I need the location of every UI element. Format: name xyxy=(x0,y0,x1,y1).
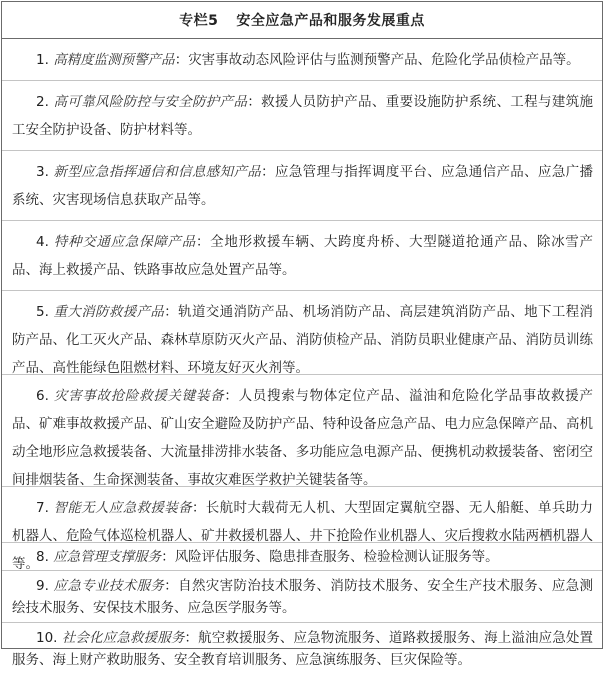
list-item xyxy=(2,221,602,291)
item-number: 1. xyxy=(36,52,49,68)
list-item xyxy=(2,81,602,151)
item-text: 灾害事故动态风险评估与监测预警产品、危险化学品侦检产品等。 xyxy=(188,52,580,68)
item-separator: ： xyxy=(247,94,262,110)
item-lead: 重大消防救援产品 xyxy=(53,304,165,320)
item-text: 全地形救援车辆、大跨度舟桥、大型隧道抢通产品、除冰雪产品、海上救援产品、铁路事故应急处置产品等。 xyxy=(12,234,594,278)
item-number: 5. xyxy=(36,304,49,320)
item-lead: 社会化应急救援服务 xyxy=(61,630,185,646)
list-item xyxy=(2,39,602,81)
item-text: 救援人员防护产品、重要设施防护系统、工程与建筑施工安全防护设备、防护材料等。 xyxy=(12,94,594,138)
list-item xyxy=(2,291,602,375)
item-lead: 应急专业技术服务 xyxy=(53,578,165,594)
item-number: 6. xyxy=(36,388,49,404)
list-item xyxy=(2,623,602,675)
item-text: 人员搜索与物体定位产品、溢油和危险化学品事故救援产品、矿难事故救援产品、矿山安全避险及防护产品、特种设备应急产品、电力应急保障产品、高机动全地形应急救援装备、大流量排涝排水装备、多功能应急电源产品、便携机动救援装备、密闭空间排烟装备、生命探测装备、事故灾难医学救护关键装备等。 xyxy=(12,388,594,488)
item-number: 3. xyxy=(36,164,49,180)
item-text: 自然灾害防治技术服务、消防技术服务、安全生产技术服务、应急测绘技术服务、安保技术服务、应急医学服务等。 xyxy=(12,578,594,616)
list-item xyxy=(2,151,602,221)
item-separator: ： xyxy=(164,578,179,594)
item-number: 10. xyxy=(36,630,58,646)
item-text: 风险评估服务、隐患排查服务、检验检测认证服务等。 xyxy=(174,549,499,565)
list-item xyxy=(2,571,602,623)
item-separator: ： xyxy=(191,500,206,516)
column-number: 专栏5 xyxy=(179,13,219,29)
item-separator: ： xyxy=(174,52,189,68)
item-number: 4. xyxy=(36,234,49,250)
column-header xyxy=(2,2,602,39)
item-lead: 应急管理支撑服务 xyxy=(53,549,162,565)
column-title: 安全应急产品和服务发展重点 xyxy=(236,13,425,29)
item-text: 应急管理与指挥调度平台、应急通信产品、应急广播系统、灾害现场信息获取产品等。 xyxy=(12,164,594,208)
item-text: 长航时大载荷无人机、大型固定翼航空器、无人船艇、单兵助力机器人、危险气体巡检机器人、矿井救援机器人、井下抢险作业机器人、灾后搜救水陆两栖机器人等。 xyxy=(12,500,594,572)
item-separator: ： xyxy=(164,304,179,320)
column-box xyxy=(1,1,603,668)
item-separator: ： xyxy=(161,549,175,565)
item-number: 8. xyxy=(36,549,49,565)
item-text: 轨道交通消防产品、机场消防产品、高层建筑消防产品、地下工程消防产品、化工灭火产品、森林草原防灭火产品、消防侦检产品、消防员职业健康产品、消防员训练产品、高性能绿色阻燃材料、环境友好灭火剂等。 xyxy=(12,304,594,376)
item-separator: ： xyxy=(195,234,211,250)
item-number: 2. xyxy=(36,94,49,110)
item-separator: ： xyxy=(184,630,199,646)
item-lead: 特种交通应急保障产品 xyxy=(53,234,196,250)
list-item xyxy=(2,375,602,487)
item-lead: 灾害事故抢险救援关键装备 xyxy=(53,388,225,404)
item-number: 9. xyxy=(36,578,49,594)
item-separator: ： xyxy=(261,164,275,180)
item-text: 航空救援服务、应急物流服务、道路救援服务、海上溢油应急处置服务、海上财产救助服务、安全教育培训服务、应急演练服务、巨灾保险等。 xyxy=(12,630,594,668)
item-number: 7. xyxy=(36,500,49,516)
item-lead: 新型应急指挥通信和信息感知产品 xyxy=(53,164,262,180)
item-lead: 智能无人应急救援装备 xyxy=(53,500,192,516)
item-lead: 高精度监测预警产品 xyxy=(53,52,175,68)
item-separator: ： xyxy=(224,388,239,404)
item-lead: 高可靠风险防控与安全防护产品 xyxy=(53,94,248,110)
